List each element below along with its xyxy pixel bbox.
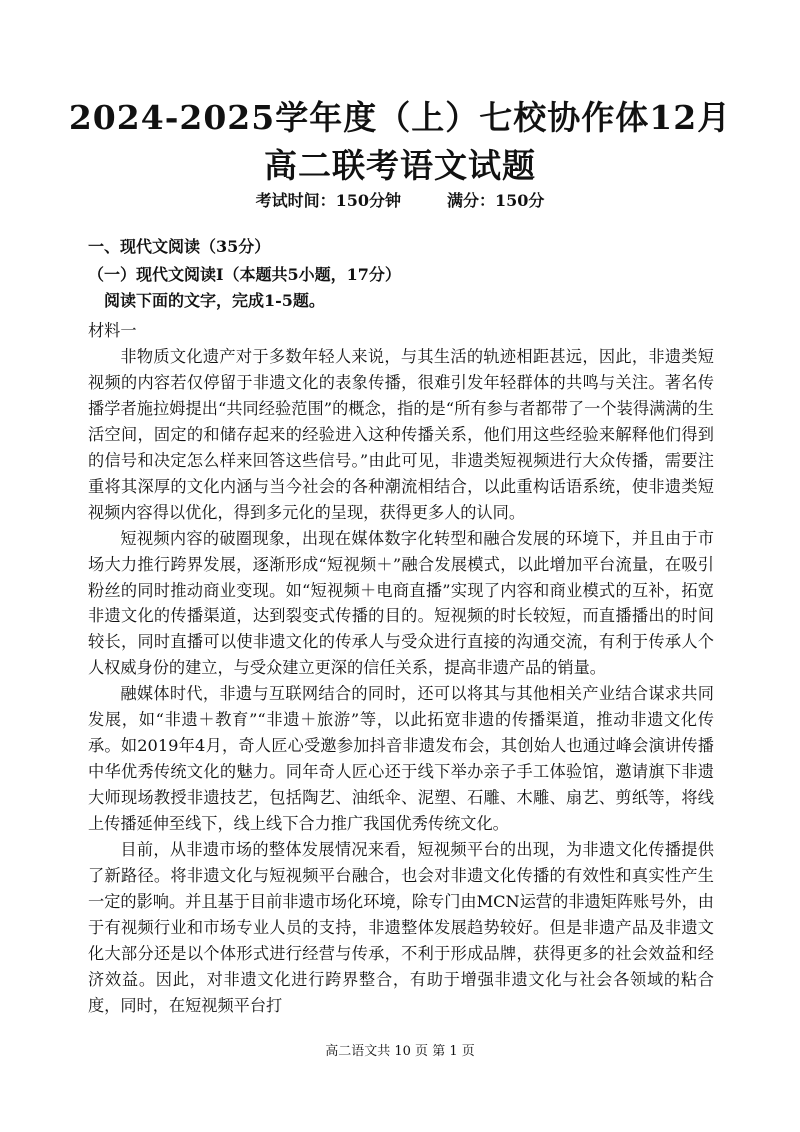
exam-meta	[0, 188, 800, 211]
reading-instruction: 阅读下面的文字，完成1-5题。	[104, 291, 325, 310]
section-subheading: （一）现代文阅读Ⅰ（本题共5小题，17分）	[88, 265, 401, 284]
exam-time: 考试时间：150分钟	[255, 191, 401, 210]
paragraph: 非物质文化遗产对于多数年轻人来说，与其生活的轨迹相距甚远，因此，非遗类短视频的内容若仅停留于非遗文化的表象传播，很难引发年轻群体的共鸣与关注。著名传播学者施拉姆提出“共同经验范围”的概念，指的是“所有参与者都带了一个装得满满的生活空间，固定的和储存起来的经验进入这种传播关系，他们用这些经验来解释他们得到的信号和决定怎么样来回答这些信号。”由此可见，非遗类短视频进行大众传播，需要注重将其深厚的文化内涵与当今社会的各种潮流相结合，以此重构话语系统，使非遗类短视频内容得以优化，得到多元化的呈现，获得更多人的认同。	[88, 346, 714, 522]
paragraph: 目前，从非遗市场的整体发展情况来看，短视频平台的出现，为非遗文化传播提供了新路径。将非遗文化与短视频平台融合，也会对非遗文化传播的有效性和真实性产生一定的影响。并且基于目前非遗市场化环境，除专门由MCN运营的非遗矩阵账号外，由于有视频行业和市场专业人员的支持，非遗整体发展趋势较好。但是非遗产品及非遗文化大部分还是以个体形式进行经营与传承，不利于形成品牌，获得更多的社会效益和经济效益。因此，对非遗文化进行跨界整合，有助于增强非遗文化与社会各领域的粘合度，同时，在短视频平台打	[88, 840, 714, 1015]
paragraph: 短视频内容的破圈现象，出现在媒体数字化转型和融合发展的环境下，并且由于市场大力推行跨界发展，逐渐形成“短视频＋”融合发展模式，以此增加平台流量，在吸引粉丝的同时推动商业变现。如“短视频＋电商直播”实现了内容和商业模式的互补，拓宽非遗文化的传播渠道，达到裂变式传播的目的。短视频的时长较短，而直播播出的时间较长，同时直播可以使非遗文化的传承人与受众进行直接的沟通交流，有利于传承人个人权威身份的建立，与受众建立更深的信任关系，提高非遗产品的销量。	[88, 528, 714, 678]
exam-title-line2: 高二联考语文试题	[264, 146, 536, 185]
material-body	[88, 318, 714, 1019]
page-footer: 高二语文共 10 页 第 1 页	[325, 1044, 475, 1059]
full-score: 满分：150分	[447, 191, 545, 210]
material-label: 材料一	[88, 321, 137, 340]
exam-title-line1: 2024-2025学年度（上）七校协作体12月	[68, 98, 732, 137]
paragraph: 融媒体时代，非遗与互联网结合的同时，还可以将其与其他相关产业结合谋求共同发展，如“非遗＋教育”“非遗＋旅游”等，以此拓宽非遗的传播渠道，推动非遗文化传承。如2019年4月，奇人匠心受邀参加抖音非遗发布会，其创始人也通过峰会演讲传播中华优秀传统文化的魅力。同年奇人匠心还于线下举办亲子手工体验馆，邀请旗下非遗大师现场教授非遗技艺，包括陶艺、油纸伞、泥塑、石雕、木雕、扇艺、剪纸等，将线上传播延伸至线下，线上线下合力推广我国优秀传统文化。	[88, 684, 714, 834]
section-heading: 一、现代文阅读（35分）	[88, 237, 271, 256]
